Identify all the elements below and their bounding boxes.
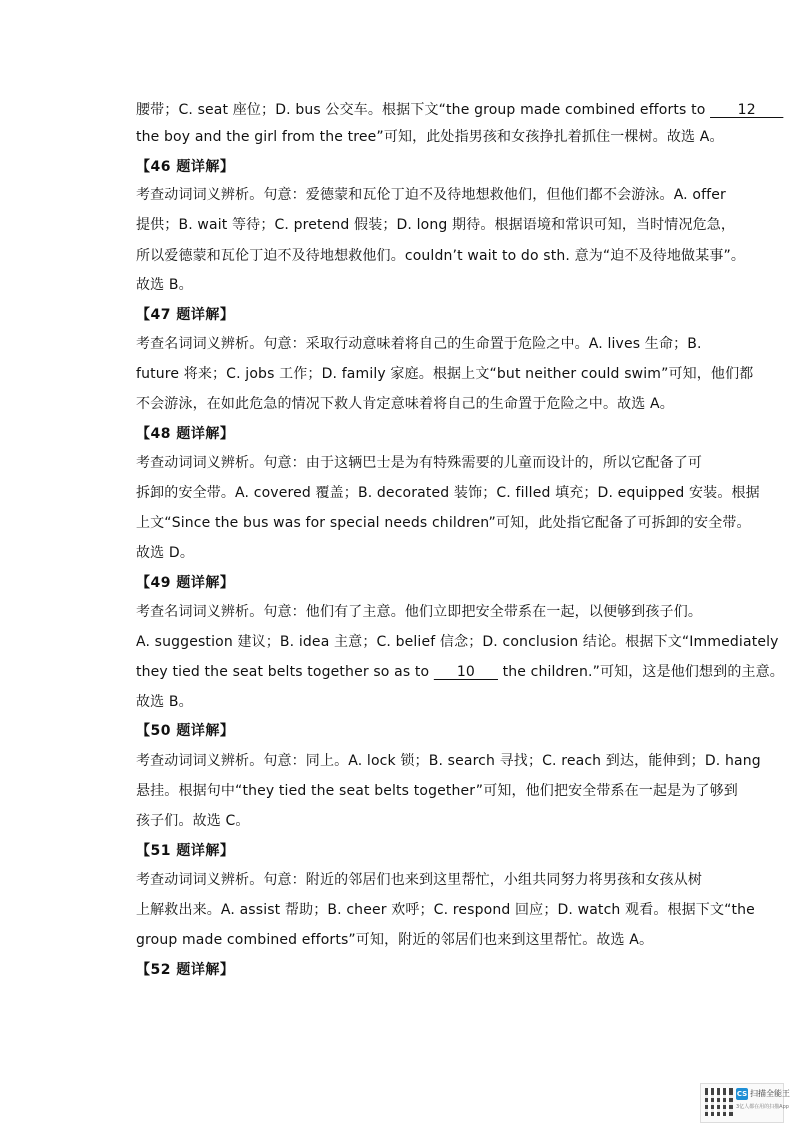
answer-blank: 10 — [433, 664, 498, 680]
section-heading: 【49 题详解】 — [136, 575, 235, 591]
text-line: 考查动词词义辨析。句意：附近的邻居们也来到这里帮忙，小组共同努力将男孩和女孩从树 — [136, 872, 702, 888]
section-heading: 【50 题详解】 — [136, 723, 235, 739]
text-line: 故选 B。 — [136, 277, 193, 293]
section-heading: 【46 题详解】 — [136, 159, 235, 175]
text-line: they tied the seat belts together so as to 10 the children.”可知，这是他们想到的主意。 — [136, 661, 682, 683]
section-heading: 【51 题详解】 — [136, 843, 235, 859]
text-line: 故选 B。 — [136, 694, 193, 710]
text-line: 上解救出来。A. assist 帮助；B. cheer 欢呼；C. respond 回应；D. watch 观看。根据下文“the — [136, 902, 755, 918]
text-line: 上文“Since the bus was for special needs children”可知，此处指它配备了可拆卸的安全带。 — [136, 515, 751, 531]
camscanner-logo-icon: CS — [736, 1090, 748, 1098]
scanner-app-slogan: 3亿人都在用的扫描App — [736, 1104, 789, 1110]
scanner-app-name: 扫描全能王 — [750, 1089, 790, 1098]
text-line: group made combined efforts”可知，附近的邻居们也来到这里帮忙。故选 A。 — [136, 932, 654, 948]
text-line: 考查名词词义辨析。句意：他们有了主意。他们立即把安全带系在一起，以便够到孩子们。 — [136, 604, 702, 620]
text-line: 提供；B. wait 等待；C. pretend 假装；D. long 期待。根据语境和常识可知，当时情况危急， — [136, 217, 736, 233]
text-line: 考查动词词义辨析。句意：爱德蒙和瓦伦丁迫不及待地想救他们，但他们都不会游泳。A. offer — [136, 187, 726, 203]
text-line: 悬挂。根据句中“they tied the seat belts together”可知，他们把安全带系在一起是为了够到 — [136, 783, 738, 799]
answer-blank: 12 — [710, 102, 784, 118]
text-line: 孩子们。故选 C。 — [136, 813, 250, 829]
section-heading: 【52 题详解】 — [136, 962, 235, 978]
scanner-watermark — [700, 1083, 790, 1123]
section-heading: 【47 题详解】 — [136, 307, 235, 323]
text-line: 考查动词词义辨析。句意：同上。A. lock 锁；B. search 寻找；C. reach 到达，能伸到；D. hang — [136, 753, 761, 769]
text-line: future 将来；C. jobs 工作；D. family 家庭。根据上文“but neither could swim”可知，他们都 — [136, 366, 754, 382]
text-line: 考查名词词义辨析。句意：采取行动意味着将自己的生命置于危险之中。A. lives 生命；B. — [136, 336, 702, 352]
text-line: 腰带；C. seat 座位；D. bus 公交车。根据下文“the group made combined efforts to 12 — [136, 99, 682, 121]
text-line: 所以爱德蒙和瓦伦丁迫不及待地想救他们。couldn’t wait to do sth. 意为“迫不及待地做某事”。 — [136, 248, 746, 264]
text-line: the boy and the girl from the tree”可知，此处指男孩和女孩挣扎着抓住一棵树。故选 A。 — [136, 129, 724, 145]
section-heading: 【48 题详解】 — [136, 426, 235, 442]
text-line: A. suggestion 建议；B. idea 主意；C. belief 信念；D. conclusion 结论。根据下文“Immediately — [136, 634, 779, 650]
qr-code-icon — [705, 1088, 733, 1116]
text-line: 故选 D。 — [136, 545, 194, 561]
text-line: 考查动词词义辨析。句意：由于这辆巴士是为有特殊需要的儿童而设计的，所以它配备了可 — [136, 455, 702, 471]
text-line: 不会游泳，在如此危急的情况下救人肯定意味着将自己的生命置于危险之中。故选 A。 — [136, 396, 674, 412]
text-line: 拆卸的安全带。A. covered 覆盖；B. decorated 装饰；C. filled 填充；D. equipped 安装。根据 — [136, 485, 760, 501]
